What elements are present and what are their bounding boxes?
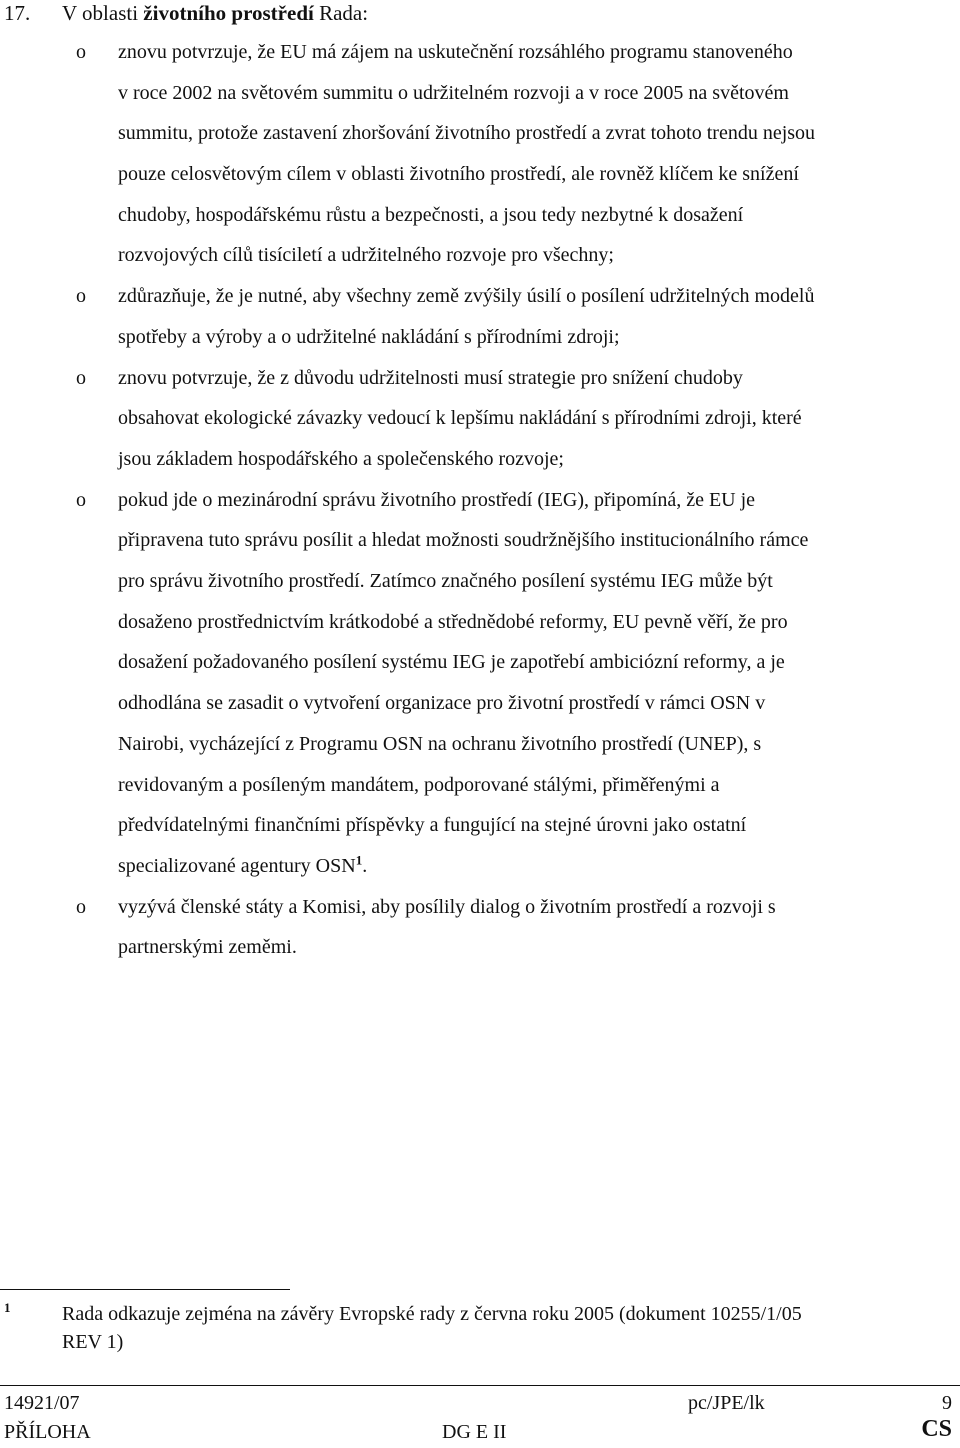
- section-title-bold: životního prostředí: [143, 1, 314, 25]
- footnote-mark: 1: [4, 1300, 11, 1315]
- section-title-suffix: Rada:: [313, 1, 369, 25]
- footnote-reference: 1: [355, 852, 363, 868]
- bullet-marker: o: [76, 366, 86, 389]
- footer-separator: [0, 1385, 960, 1386]
- text-line: [118, 113, 960, 154]
- text-line-content: zdůrazňuje, že je nutné, aby všechny země zvýšily úsilí o posílení udržitelných modelů: [118, 285, 815, 308]
- section-number: 17.: [4, 1, 31, 25]
- list-item-text: [118, 480, 960, 887]
- list-item-text: [118, 358, 960, 480]
- text-line: [118, 276, 960, 317]
- text-line: [118, 724, 960, 765]
- text-line-content: odhodlána se zasadit o vytvoření organizace pro životní prostředí v rámci OSN v: [118, 692, 766, 715]
- text-line: [118, 765, 960, 806]
- text-line-content: revidovaným a posíleným mandátem, podporované stálými, přiměřenými a: [118, 773, 720, 796]
- text-line: [118, 683, 960, 724]
- text-line: [118, 561, 960, 602]
- text-line-content: znovu potvrzuje, že z důvodu udržitelnosti musí strategie pro snížení chudoby: [118, 366, 743, 389]
- bullet-marker: o: [76, 895, 86, 918]
- text-line: [118, 398, 960, 439]
- text-line-content: Nairobi, vycházející z Programu OSN na ochranu životního prostředí (UNEP), s: [118, 732, 762, 755]
- text-line-content: předvídatelnými finančními příspěvky a fungující na stejné úrovni jako ostatní: [118, 814, 747, 837]
- document-number: 14921/07: [4, 1392, 80, 1414]
- annex-label: PŘÍLOHA: [4, 1421, 91, 1443]
- list-item-text: [118, 32, 960, 276]
- text-line-content: vyzývá členské státy a Komisi, aby posílily dialog o životním prostředí a rozvoji s: [118, 895, 776, 918]
- section-heading: [0, 0, 960, 26]
- text-line-content: znovu potvrzuje, že EU má zájem na uskutečnění rozsáhlého programu stanoveného: [118, 41, 793, 63]
- text-line-content: spotřeby a výroby a o udržitelné nakládání s přírodními zdroji;: [118, 325, 620, 348]
- section-title: [62, 0, 368, 26]
- text-line: [118, 154, 960, 195]
- text-line: [118, 73, 960, 114]
- text-line-content: v roce 2002 na světovém summitu o udržitelném rozvoji a v roce 2005 na světovém: [118, 81, 789, 104]
- page-number: 9: [942, 1392, 952, 1414]
- text-line-content: specializované agentury OSN: [118, 854, 356, 877]
- text-line: [118, 846, 960, 887]
- text-line: [118, 32, 960, 73]
- bullet-marker: o: [76, 488, 86, 511]
- text-line-content: partnerskými zeměmi.: [118, 936, 297, 959]
- list-item-text: [118, 887, 960, 968]
- text-line-content: připravena tuto správu posílit a hledat možnosti soudržnějšího institucionálního rámce: [118, 529, 809, 552]
- text-line: [118, 480, 960, 521]
- text-line: [118, 195, 960, 236]
- text-line-content: dosažení požadovaného posílení systému IEG je zapotřebí ambiciózní reformy, a je: [118, 651, 785, 674]
- reference-code: pc/JPE/lk: [688, 1392, 765, 1414]
- text-line-content: dosaženo prostřednictvím krátkodobé a střednědobé reformy, EU pevně věří, že pro: [118, 610, 788, 633]
- text-line-content: jsou základem hospodářského a společenského rozvoje;: [118, 447, 564, 470]
- list-item-text: [118, 276, 960, 357]
- text-line: [118, 602, 960, 643]
- text-line-content: summitu, protože zastavení zhoršování životního prostředí a zvrat tohoto trendu nejsou: [118, 122, 816, 145]
- text-line: [118, 805, 960, 846]
- text-line-content: pokud jde o mezinárodní správu životního prostředí (IEG), připomíná, že EU je: [118, 488, 756, 511]
- text-line: [118, 642, 960, 683]
- text-line-content: pro správu životního prostředí. Zatímco značného posílení systému IEG může být: [118, 570, 773, 593]
- text-line: [118, 927, 960, 968]
- footnote-line: REV 1): [62, 1331, 124, 1353]
- text-line-content: chudoby, hospodářskému růstu a bezpečnosti, a jsou tedy nezbytné k dosažení: [118, 203, 744, 226]
- text-line-content: rozvojových cílů tisíciletí a udržitelného rozvoje pro všechny;: [118, 244, 614, 267]
- footnote-separator: [0, 1289, 290, 1290]
- text-line: [118, 520, 960, 561]
- bullet-marker: o: [76, 41, 86, 63]
- text-line-content: pouze celosvětovým cílem v oblasti životního prostředí, ale rovněž klíčem ke snížení: [118, 163, 799, 186]
- section-title-prefix: V oblasti: [62, 1, 144, 25]
- language-code: CS: [921, 1416, 952, 1442]
- text-line-end: .: [362, 854, 368, 877]
- bullet-marker: o: [76, 285, 86, 308]
- page-footer: [0, 1389, 960, 1448]
- text-line: [118, 887, 960, 928]
- footnote-line: Rada odkazuje zejména na závěry Evropské rady z června roku 2005 (dokument 10255/1/05: [62, 1303, 802, 1325]
- text-line: [118, 439, 960, 480]
- footnote-text: [62, 1300, 952, 1356]
- directorate-label: DG E II: [442, 1421, 507, 1443]
- text-line: [118, 358, 960, 399]
- text-line: [118, 317, 960, 358]
- text-line-content: obsahovat ekologické závazky vedoucí k lepšímu nakládání s přírodními zdroji, které: [118, 407, 802, 430]
- text-line: [118, 235, 960, 276]
